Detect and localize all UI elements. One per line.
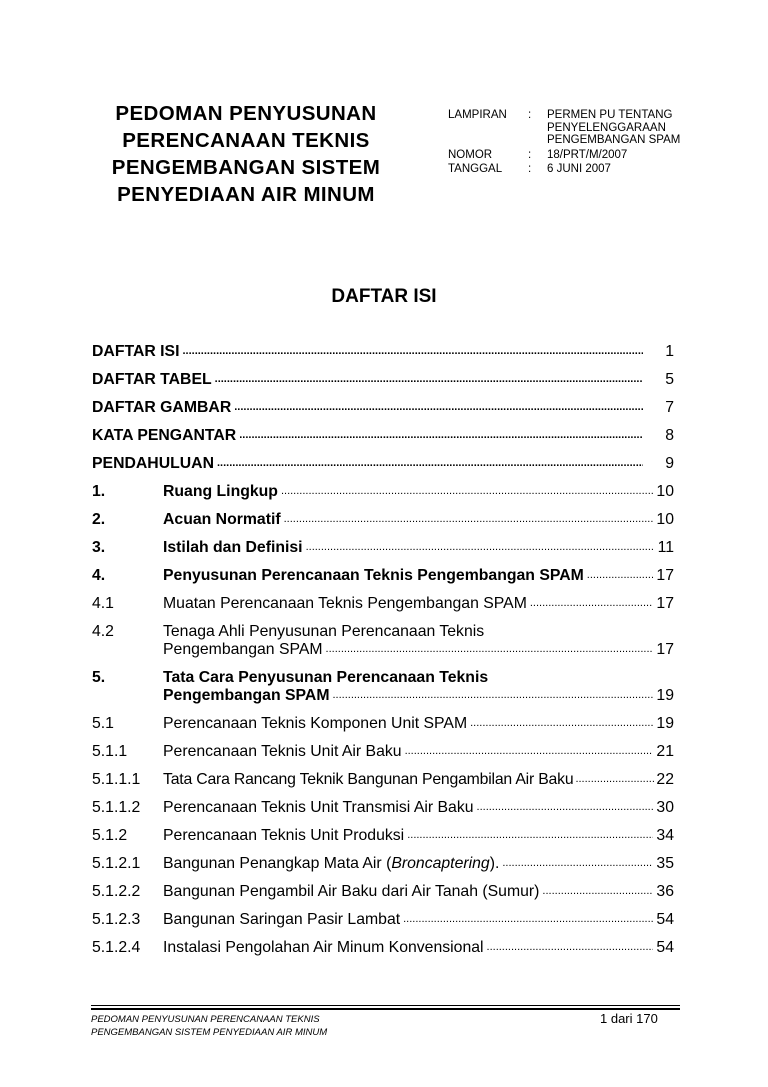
table-of-contents	[92, 343, 674, 967]
toc-entry-label: Instalasi Pengolahan Air Minum Konvensional	[163, 939, 484, 956]
toc-entry-page: 19	[656, 687, 674, 704]
toc-entry-label: Acuan Normatif	[163, 511, 281, 528]
toc-entry-number: 5.	[92, 669, 106, 686]
toc-entry-page: 21	[656, 743, 674, 760]
title-line: PENYEDIAAN AIR MINUM	[117, 183, 375, 206]
toc-leader-dots	[542, 886, 653, 897]
toc-entry-page: 19	[656, 715, 674, 732]
toc-entry[interactable]	[92, 427, 674, 445]
toc-entry-number: 2.	[92, 511, 106, 528]
toc-entry-number: 5.1.2.3	[92, 911, 141, 928]
footer-line: PENGEMBANGAN SISTEM PENYEDIAAN AIR MINUM	[91, 1027, 328, 1038]
toc-entry[interactable]	[92, 371, 674, 389]
meta-value	[547, 109, 717, 147]
toc-entry-label: DAFTAR GAMBAR	[92, 399, 232, 416]
toc-entry[interactable]	[92, 771, 674, 789]
toc-entry-number: 4.2	[92, 623, 114, 640]
toc-entry[interactable]	[92, 855, 674, 873]
toc-entry-number: 4.1	[92, 595, 114, 612]
toc-entry[interactable]	[92, 715, 674, 733]
toc-entry[interactable]	[92, 483, 674, 501]
toc-leader-dots	[470, 718, 653, 729]
toc-entry-number: 5.1	[92, 715, 114, 732]
footer-divider-thick	[91, 1008, 680, 1010]
meta-row-tanggal	[448, 163, 717, 176]
toc-leader-dots	[403, 914, 653, 925]
toc-entry[interactable]	[92, 883, 674, 901]
toc-leader-dots	[215, 374, 643, 385]
toc-entry-label: Istilah dan Definisi	[163, 539, 303, 556]
toc-entry[interactable]	[92, 911, 674, 929]
toc-entry-label: Perencanaan Teknis Unit Transmisi Air Baku	[163, 799, 474, 816]
title-line: PENGEMBANGAN SISTEM	[111, 156, 381, 179]
toc-entry-label-post: ).	[489, 855, 500, 872]
toc-leader-dots	[332, 690, 653, 701]
document-meta	[448, 109, 717, 176]
toc-entry[interactable]	[92, 623, 674, 659]
toc-entry[interactable]	[92, 827, 674, 845]
toc-entry-number: 5.1.1.2	[92, 799, 141, 816]
toc-entry[interactable]	[92, 669, 674, 705]
toc-entry-number: 5.1.2.4	[92, 939, 141, 956]
toc-entry[interactable]	[92, 539, 674, 557]
toc-entry-label: Muatan Perencanaan Teknis Pengembangan SPAM	[163, 595, 527, 612]
toc-entry-label: Perencanaan Teknis Unit Produksi	[163, 827, 405, 844]
toc-entry[interactable]	[92, 939, 674, 957]
meta-label: TANGGAL	[448, 163, 503, 176]
toc-entry[interactable]	[92, 399, 674, 417]
toc-leader-dots	[234, 402, 643, 413]
title-line: PERENCANAAN TEKNIS	[122, 129, 370, 152]
toc-leader-dots	[530, 598, 654, 609]
toc-entry-page: 17	[656, 595, 674, 612]
toc-entry-number: 5.1.1	[92, 743, 128, 760]
toc-entry-label: PENDAHULUAN	[92, 455, 214, 472]
toc-entry-number: 5.1.2.2	[92, 883, 141, 900]
toc-entry-label: Tenaga Ahli Penyusunan Perencanaan Teknis	[163, 623, 485, 640]
toc-entry-label: Perencanaan Teknis Unit Air Baku	[163, 743, 402, 760]
toc-leader-dots	[407, 830, 653, 841]
footer-page-number: 1 dari 170	[600, 1011, 658, 1026]
toc-leader-dots	[587, 570, 654, 581]
toc-leader-dots	[487, 942, 654, 953]
meta-colon: :	[528, 148, 532, 161]
toc-entry[interactable]	[92, 511, 674, 529]
toc-entry-number: 4.	[92, 567, 106, 584]
toc-entry-number: 1.	[92, 483, 106, 500]
toc-entry-page: 35	[656, 855, 674, 872]
toc-entry-page: 54	[656, 939, 674, 956]
toc-entry-label-pre: Bangunan Penangkap Mata Air (	[163, 855, 392, 872]
toc-leader-dots	[182, 346, 643, 357]
toc-leader-dots	[284, 514, 654, 525]
meta-value-line: PENYELENGGARAAN	[547, 121, 666, 134]
toc-leader-dots	[326, 644, 654, 655]
footer-divider	[91, 1005, 680, 1006]
toc-entry-number: 3.	[92, 539, 106, 556]
toc-leader-dots	[239, 430, 643, 441]
toc-heading: DAFTAR ISI	[331, 286, 437, 307]
meta-value: 18/PRT/M/2007	[547, 148, 628, 161]
toc-entry-page: 34	[656, 827, 674, 844]
toc-entry-page: 10	[656, 483, 674, 500]
toc-entry-page: 1	[665, 343, 674, 360]
toc-entry-label: DAFTAR TABEL	[92, 371, 212, 388]
toc-leader-dots	[306, 542, 655, 553]
toc-leader-dots	[405, 746, 654, 757]
meta-label: LAMPIRAN	[448, 109, 507, 121]
toc-entry-label: Tata Cara Penyusunan Perencanaan Teknis	[163, 669, 489, 686]
meta-value-line: PERMEN PU TENTANG	[547, 109, 673, 121]
toc-leader-dots	[217, 458, 643, 469]
meta-colon: :	[528, 109, 532, 121]
toc-entry[interactable]	[92, 455, 674, 473]
document-title	[96, 100, 396, 208]
toc-entry-number: 5.1.2	[92, 827, 128, 844]
meta-value: 6 JUNI 2007	[547, 163, 611, 176]
toc-entry-label: Ruang Lingkup	[163, 483, 278, 500]
toc-entry-label: Penyusunan Perencanaan Teknis Pengembangan SPAM	[163, 567, 584, 584]
toc-entry-label: Bangunan Pengambil Air Baku dari Air Tanah (Sumur)	[163, 883, 540, 900]
toc-entry-page: 30	[656, 799, 674, 816]
footer-document-name	[91, 1013, 327, 1039]
toc-entry-page: 9	[665, 455, 674, 472]
toc-leader-dots	[575, 774, 654, 785]
toc-entry-page: 17	[656, 567, 674, 584]
toc-entry-label: Perencanaan Teknis Komponen Unit SPAM	[163, 715, 468, 732]
title-line: PEDOMAN PENYUSUNAN	[115, 102, 377, 125]
toc-leader-dots	[477, 802, 654, 813]
toc-entry[interactable]	[92, 343, 674, 361]
toc-entry-page: 7	[665, 399, 674, 416]
toc-entry-number: 5.1.1.1	[92, 771, 141, 788]
toc-entry-label: KATA PENGANTAR	[92, 427, 237, 444]
toc-leader-dots	[502, 858, 653, 869]
toc-entry-page: 11	[657, 539, 674, 556]
toc-entry-label: Tata Cara Rancang Teknik Bangunan Pengambilan Air Baku	[163, 771, 574, 788]
meta-row-lampiran	[448, 109, 717, 147]
toc-entry-label	[163, 855, 499, 873]
toc-entry-label: Bangunan Saringan Pasir Lambat	[163, 911, 401, 928]
meta-row-nomor	[448, 149, 717, 162]
toc-entry-page: 5	[665, 371, 674, 388]
toc-entry-label: Pengembangan SPAM	[163, 687, 330, 704]
toc-entry-label: DAFTAR ISI	[92, 343, 180, 360]
toc-leader-dots	[281, 486, 653, 497]
toc-entry-page: 22	[656, 771, 674, 788]
toc-entry-page: 8	[665, 427, 674, 444]
toc-entry-page: 54	[656, 911, 674, 928]
toc-entry-number: 5.1.2.1	[92, 855, 141, 872]
toc-entry[interactable]	[92, 799, 674, 817]
toc-entry[interactable]	[92, 743, 674, 761]
meta-value-line: PENGEMBANGAN SPAM	[547, 134, 681, 147]
footer-line: PEDOMAN PENYUSUNAN PERENCANAAN TEKNIS	[91, 1014, 320, 1025]
toc-entry[interactable]	[92, 595, 674, 613]
toc-entry[interactable]	[92, 567, 674, 585]
toc-entry-page: 36	[656, 883, 674, 900]
meta-colon: :	[528, 163, 532, 176]
toc-entry-page: 17	[656, 641, 674, 658]
toc-entry-label-italic: Broncaptering	[391, 855, 490, 872]
toc-entry-label: Pengembangan SPAM	[163, 641, 323, 658]
toc-entry-page: 10	[656, 511, 674, 528]
meta-label: NOMOR	[448, 148, 493, 161]
